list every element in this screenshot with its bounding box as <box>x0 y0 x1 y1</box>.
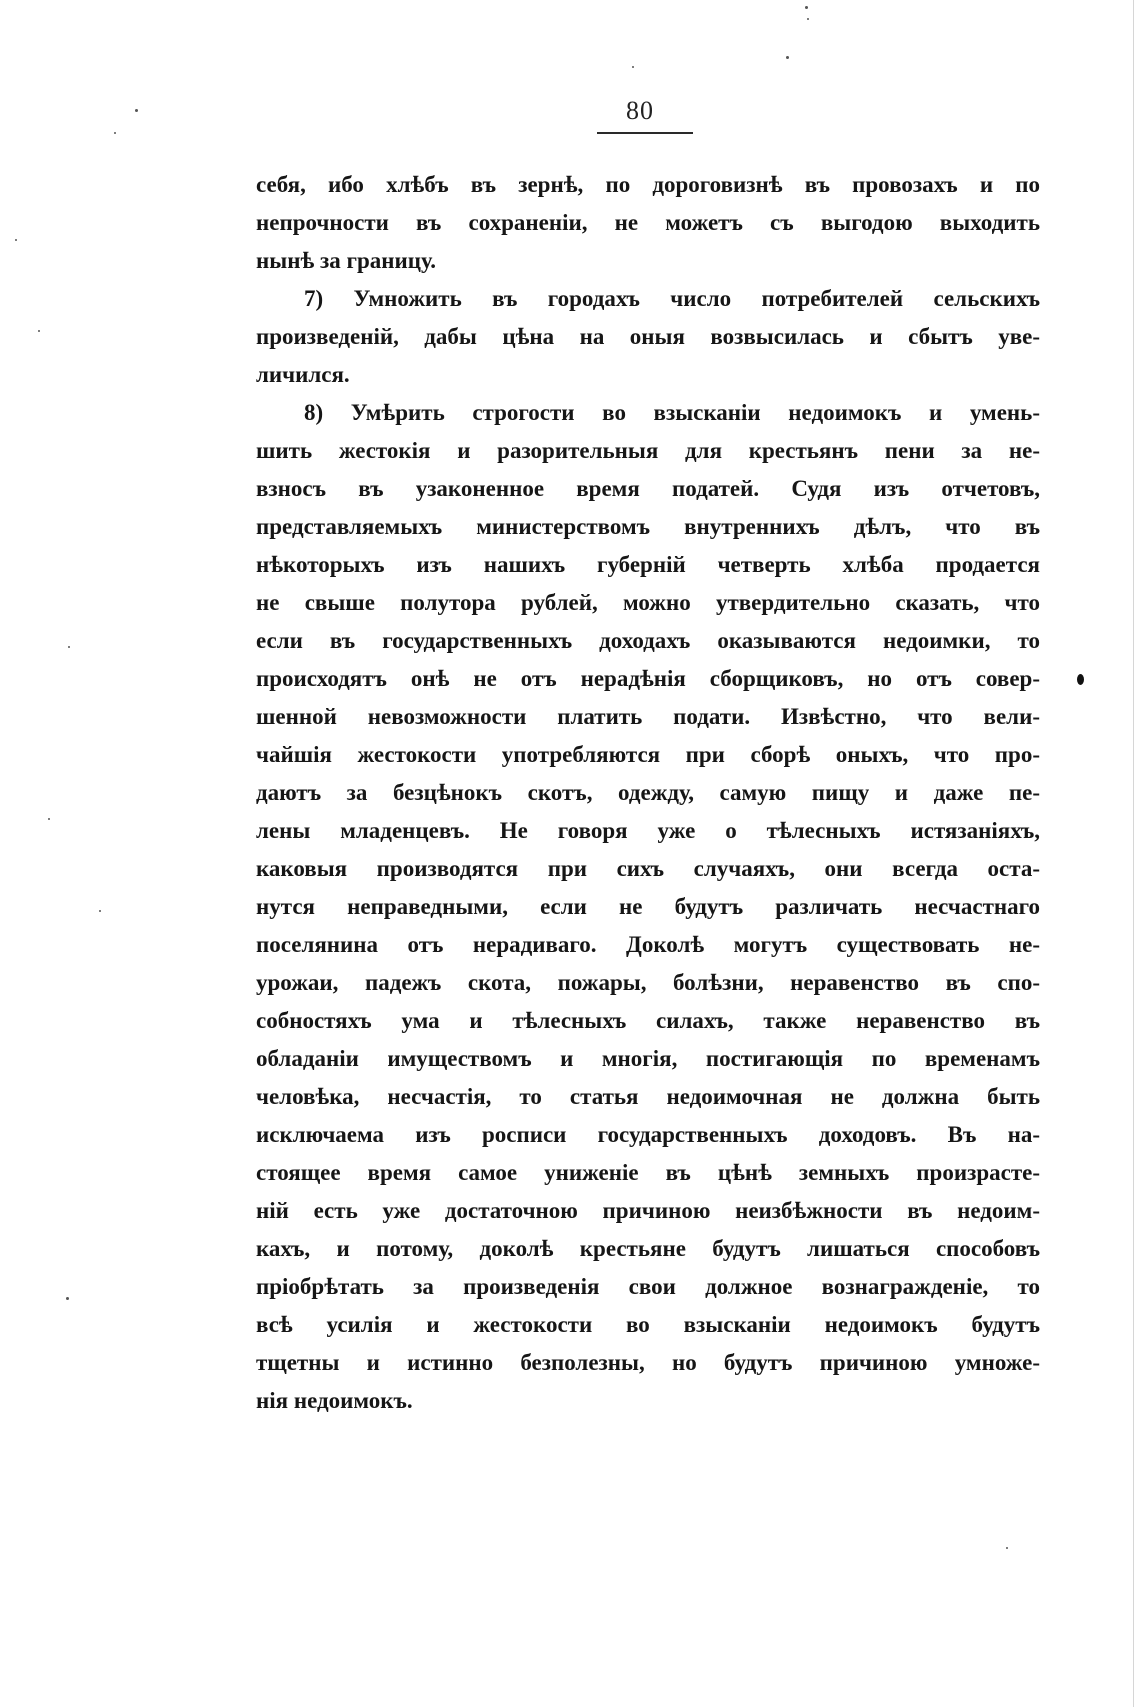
text-line: 8) Умѣрить строгости во взысканіи недоимокъ и умень- <box>304 400 1040 425</box>
body-text <box>256 166 1040 1420</box>
text-line: если въ государственныхъ доходахъ оказываются недоимки, то <box>256 628 1040 653</box>
text-line: нѣкоторыхъ изъ нашихъ губерній четверть хлѣба продается <box>256 552 1040 577</box>
text-line: урожаи, падежъ скота, пожары, болѣзни, неравенство въ спо- <box>256 970 1040 995</box>
text-line: не свыше полутора рублей, можно утвердительно сказать, что <box>256 590 1040 615</box>
scan-speck <box>1006 1547 1008 1549</box>
text-line: взносъ въ узаконенное время податей. Судя изъ отчетовъ, <box>256 476 1040 501</box>
scan-speck <box>66 1297 69 1300</box>
text-line: исключаема изъ росписи государственныхъ доходовъ. Въ на- <box>256 1122 1040 1147</box>
text-line: нынѣ за границу. <box>256 248 436 273</box>
text-line: собностяхъ ума и тѣлесныхъ силахъ, также неравенство въ <box>256 1008 1040 1033</box>
text-line: пріобрѣтать за произведенія свои должное вознагражденіе, то <box>256 1274 1040 1299</box>
text-line: представляемыхъ министерствомъ внутреннихъ дѣлъ, что въ <box>256 514 1040 539</box>
scan-speck <box>99 910 101 912</box>
text-line: нутся неправедными, если не будутъ различать несчастнаго <box>256 894 1040 919</box>
page-edge <box>1133 0 1134 1707</box>
page-number: 80 <box>626 96 654 125</box>
text-line: шенной невозможности платить подати. Извѣстно, что вели- <box>256 704 1040 729</box>
text-line: произведеній, дабы цѣна на оныя возвысилась и сбытъ уве- <box>256 324 1040 349</box>
text-line: чайшія жестокости употребляются при сборѣ оныхъ, что про- <box>256 742 1040 767</box>
scan-speck <box>15 239 17 241</box>
text-line: ній есть уже достаточною причиною неизбѣжности въ недоим- <box>256 1198 1040 1223</box>
text-line: каковыя производятся при сихъ случаяхъ, они всегда оста- <box>256 856 1040 881</box>
text-line: нія недоимокъ. <box>256 1388 413 1413</box>
scan-speck <box>805 6 808 9</box>
text-line: кахъ, и потому, доколѣ крестьяне будутъ лишаться способовъ <box>256 1236 1040 1261</box>
text-line: даютъ за безцѣнокъ скотъ, одежду, самую пищу и даже пе- <box>256 780 1040 805</box>
text-line: стоящее время самое униженіе въ цѣнѣ земныхъ произрасте- <box>256 1160 1040 1185</box>
scan-speck <box>786 56 789 59</box>
text-line: шить жестокія и разорительныя для крестьянъ пени за не- <box>256 438 1040 463</box>
text-line: личился. <box>256 362 350 387</box>
text-line: поселянина отъ нерадиваго. Доколѣ могутъ существовать не- <box>256 932 1040 957</box>
text-line: человѣка, несчастія, то статья недоимочная не должна быть <box>256 1084 1040 1109</box>
text-line: лены младенцевъ. Не говоря уже о тѣлесныхъ истязаніяхъ, <box>256 818 1040 843</box>
text-line: себя, ибо хлѣбъ въ зернѣ, по дороговизнѣ въ провозахъ и по <box>256 172 1040 197</box>
scan-speck <box>135 109 138 112</box>
ink-blot <box>1077 674 1084 685</box>
scan-speck <box>114 132 116 134</box>
text-line: происходятъ онѣ не отъ нерадѣнія сборщиковъ, но отъ совер- <box>256 666 1040 691</box>
scan-speck <box>48 818 50 820</box>
scan-speck <box>68 646 70 648</box>
text-line: обладаніи имуществомъ и многія, постигающія по временамъ <box>256 1046 1040 1071</box>
scan-speck <box>632 66 634 68</box>
page-number-rule <box>597 132 693 134</box>
text-line: 7) Умножить въ городахъ число потребителей сельскихъ <box>304 286 1040 311</box>
text-line: всѣ усилія и жестокости во взысканіи недоимокъ будутъ <box>256 1312 1040 1337</box>
text-line: тщетны и истинно безполезны, но будутъ причиною умноже- <box>256 1350 1040 1375</box>
scan-speck <box>38 330 40 332</box>
scan-speck <box>807 18 809 20</box>
text-line: непрочности въ сохраненіи, не можетъ съ выгодою выходить <box>256 210 1040 235</box>
